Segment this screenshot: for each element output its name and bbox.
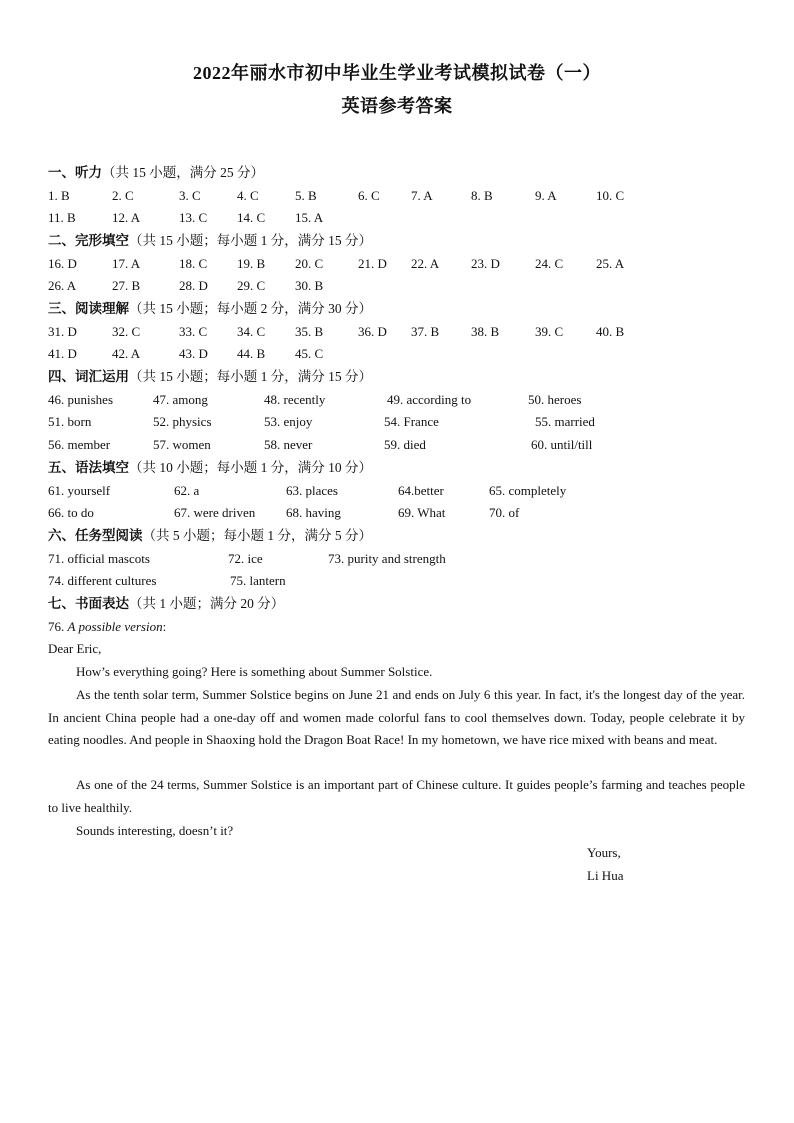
section-heading <box>48 526 372 546</box>
answer-item: 11. B <box>48 210 76 225</box>
answer-item: 35. B <box>295 324 324 339</box>
section-heading-title: 二、完形填空 <box>48 233 129 248</box>
page-subtitle: 英语参考答案 <box>341 96 453 116</box>
essay-paragraph: How’s everything going? Here is something about Summer Solstice. <box>76 664 433 679</box>
section-heading-title: 一、听力 <box>48 165 102 180</box>
answer-item: 71. official mascots <box>48 551 150 566</box>
answer-item: 5. B <box>295 188 317 203</box>
answer-item: 8. B <box>471 188 493 203</box>
section-heading-title: 四、词汇运用 <box>48 369 129 384</box>
answer-item: 42. A <box>112 346 141 361</box>
answer-item: 25. A <box>596 256 625 271</box>
answer-item: 46. punishes <box>48 392 113 407</box>
answer-item: 56. member <box>48 437 111 452</box>
answer-row <box>48 186 748 206</box>
section-heading-note: （共 1 小题；满分 20 分） <box>129 596 285 611</box>
answer-item: 18. C <box>179 256 208 271</box>
answer-row <box>48 344 748 364</box>
answer-row <box>48 571 748 591</box>
answer-item: 19. B <box>237 256 266 271</box>
answer-item: 69. What <box>398 505 446 520</box>
essay-paragraph: Sounds interesting, doesn’t it? <box>76 823 234 838</box>
answer-item: 9. A <box>535 188 557 203</box>
answer-item: 32. C <box>112 324 141 339</box>
essay-label <box>48 617 166 637</box>
answer-item: 2. C <box>112 188 134 203</box>
answer-item: 34. C <box>237 324 266 339</box>
section-heading-note: （共 15 小题，满分 25 分） <box>102 165 264 180</box>
answer-item: 21. D <box>358 256 387 271</box>
answer-row <box>48 435 748 455</box>
answer-item: 49. according to <box>387 392 472 407</box>
answer-item: 67. were driven <box>174 505 256 520</box>
answer-item: 26. A <box>48 278 77 293</box>
answer-item: 39. C <box>535 324 564 339</box>
answer-item: 28. D <box>179 278 208 293</box>
answer-item: 63. places <box>286 483 338 498</box>
essay-version: A possible version <box>67 619 163 634</box>
essay-number: 76. <box>48 619 68 634</box>
essay-paragraph: As the tenth solar term, Summer Solstice begins on June 21 and ends on July 6 this year. In fact, it's the longest day of the year. In ancient China people had a one-day off and women made colorful fans to cool themselves down. Today, people celebrate it by eating noodles. And people in Shaoxing hold the Dragon Boat Race! In my hometown, we have rice mixed with beans and meat. <box>48 687 745 748</box>
answer-item: 57. women <box>153 437 211 452</box>
answer-item: 48. recently <box>264 392 326 407</box>
section-heading <box>48 163 264 183</box>
answer-item: 4. C <box>237 188 259 203</box>
answer-item: 40. B <box>596 324 625 339</box>
answer-item: 38. B <box>471 324 500 339</box>
answer-item: 65. completely <box>489 483 567 498</box>
section-heading-note: （共 5 小题；每小题 1 分，满分 5 分） <box>142 528 372 543</box>
answer-row <box>48 549 748 569</box>
answer-item: 17. A <box>112 256 141 271</box>
section-heading-title: 六、任务型阅读 <box>48 528 143 543</box>
answer-item: 41. D <box>48 346 77 361</box>
answer-item: 13. C <box>179 210 208 225</box>
answer-item: 14. C <box>237 210 266 225</box>
answer-item: 72. ice <box>228 551 263 566</box>
answer-item: 74. different cultures <box>48 573 157 588</box>
answer-item: 61. yourself <box>48 483 111 498</box>
answer-row <box>48 276 748 296</box>
answer-item: 12. A <box>112 210 141 225</box>
answer-item: 52. physics <box>153 414 212 429</box>
answer-item: 16. D <box>48 256 77 271</box>
answer-row <box>48 503 748 523</box>
section-heading <box>48 458 372 478</box>
answer-item: 73. purity and strength <box>328 551 446 566</box>
essay-greeting: Dear Eric, <box>48 641 102 656</box>
answer-item: 66. to do <box>48 505 94 520</box>
answer-item: 33. C <box>179 324 208 339</box>
answer-item: 47. among <box>153 392 208 407</box>
answer-item: 43. D <box>179 346 208 361</box>
answer-item: 45. C <box>295 346 324 361</box>
section-heading-title: 七、书面表达 <box>48 596 129 611</box>
answer-item: 50. heroes <box>528 392 582 407</box>
section-heading <box>48 367 372 387</box>
answer-row <box>48 254 748 274</box>
answer-item: 24. C <box>535 256 564 271</box>
answer-item: 1. B <box>48 188 70 203</box>
answer-item: 29. C <box>237 278 266 293</box>
section-heading-title: 五、语法填空 <box>48 460 129 475</box>
essay-closing: Yours, <box>587 845 621 860</box>
answer-row <box>48 412 748 432</box>
answer-item: 31. D <box>48 324 77 339</box>
answer-row <box>48 481 748 501</box>
answer-item: 6. C <box>358 188 380 203</box>
section-heading-note: （共 15 小题；每小题 1 分，满分 15 分） <box>129 233 372 248</box>
section-heading-note: （共 15 小题；每小题 2 分，满分 30 分） <box>129 301 372 316</box>
section-heading <box>48 299 372 319</box>
answer-item: 75. lantern <box>230 573 286 588</box>
answer-row <box>48 390 748 410</box>
answer-item: 68. having <box>286 505 341 520</box>
answer-item: 51. born <box>48 414 92 429</box>
answer-item: 22. A <box>411 256 440 271</box>
answer-item: 44. B <box>237 346 266 361</box>
essay-signature: Li Hua <box>587 868 624 883</box>
answer-item: 30. B <box>295 278 324 293</box>
answer-item: 10. C <box>596 188 625 203</box>
section-heading-note: （共 15 小题；每小题 1 分，满分 15 分） <box>129 369 372 384</box>
answer-item: 37. B <box>411 324 440 339</box>
answer-item: 58. never <box>264 437 313 452</box>
section-heading <box>48 231 372 251</box>
answer-item: 53. enjoy <box>264 414 313 429</box>
answer-item: 3. C <box>179 188 201 203</box>
essay-version-colon: : <box>162 619 167 634</box>
answer-row <box>48 208 748 228</box>
answer-item: 27. B <box>112 278 141 293</box>
answer-item: 54. France <box>384 414 439 429</box>
section-heading-note: （共 10 小题；每小题 1 分，满分 10 分） <box>129 460 372 475</box>
answer-item: 64.better <box>398 483 444 498</box>
answer-item: 15. A <box>295 210 324 225</box>
answer-item: 23. D <box>471 256 500 271</box>
essay-paragraph: As one of the 24 terms, Summer Solstice is an important part of Chinese culture. It guides people’s farming and teaches people to live healthily. <box>48 777 745 815</box>
page-title: 2022年丽水市初中毕业生学业考试模拟试卷（一） <box>193 63 601 83</box>
answer-item: 36. D <box>358 324 387 339</box>
section-heading-title: 三、阅读理解 <box>48 301 129 316</box>
answer-item: 7. A <box>411 188 433 203</box>
answer-item: 70. of <box>489 505 520 520</box>
answer-item: 20. C <box>295 256 324 271</box>
answer-row <box>48 322 748 342</box>
answer-item: 59. died <box>384 437 426 452</box>
answer-item: 60. until/till <box>531 437 593 452</box>
answer-item: 62. a <box>174 483 200 498</box>
answer-item: 55. married <box>535 414 595 429</box>
section-heading <box>48 594 284 614</box>
